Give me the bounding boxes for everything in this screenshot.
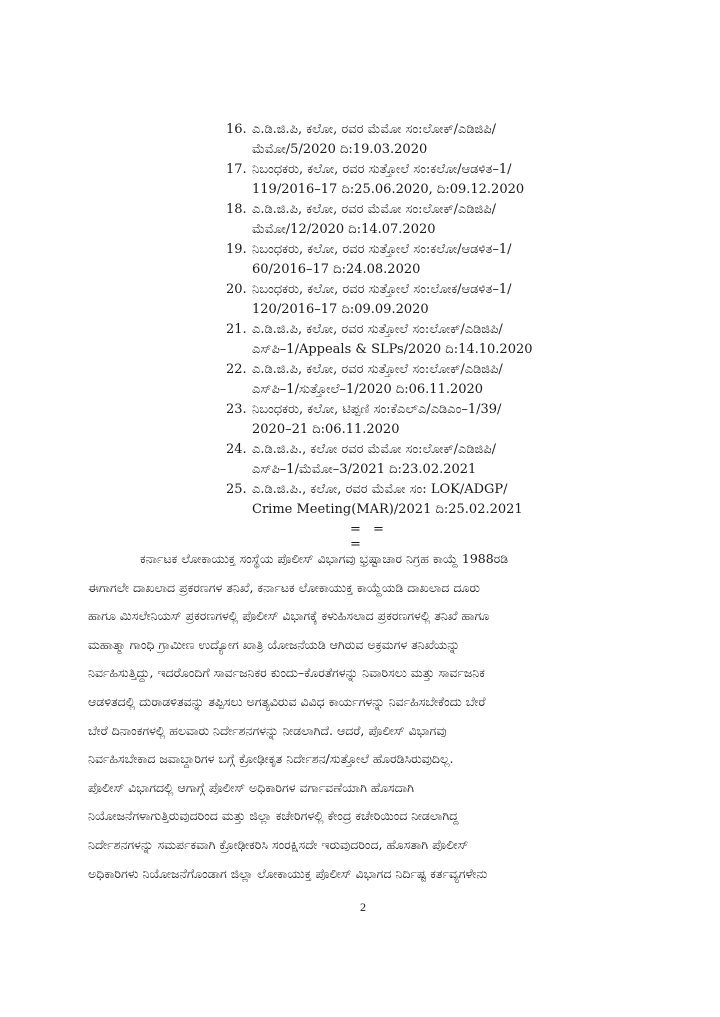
reference-line: ಎ.ಡಿ.ಜಿ.ಪಿ., ಕಲೋ ರವರ ಮೆಮೋ ಸಂ:ಲೋಕ್/ಎಡಿಜಿಪಿ/: [252, 442, 496, 457]
paragraph-line: ಈಗಾಗಲೇ ದಾಖಲಾದ ಪ್ರಕರಣಗಳ ತನಿಖೆ, ಕರ್ನಾಟಕ ಲೋಕಾಯುಕ್ತ ಕಾಯ್ದೆಯಡಿ ದಾಖಲಾದ ದೂರು: [88, 579, 480, 595]
reference-line: ಎಸ್‌ಪಿ–1/ಸುತ್ತೋಲೆ–1/2020 ದಿ:06.11.2020: [252, 382, 484, 397]
reference-line: 120/2016–17 ದಿ:09.09.2020: [252, 302, 429, 317]
reference-line: ಮೆಮೋ/5/2020 ದಿ:19.03.2020: [252, 142, 428, 157]
paragraph-line: ಪೊಲೀಸ್ ವಿಭಾಗದಲ್ಲಿ ಆಗಾಗ್ಗೆ ಪೊಲೀಸ್ ಅಧಿಕಾರಿಗಳ ವರ್ಗಾವಣೆಯಾಗಿ ಹೊಸದಾಗಿ: [88, 779, 415, 795]
reference-item: [226, 200, 666, 240]
paragraph-line: ನಿರ್ವಹಿಸಬೇಕಾದ ಜವಾಬ್ದಾರಿಗಳ ಬಗ್ಗೆ ಕ್ರೋಢೀಕೃತ ನಿರ್ದೇಶನ/ಸುತ್ತೋಲೆ ಹೊರಡಿಸಿರುವುದಿಲ್ಲ.: [88, 751, 454, 767]
reference-line: ನಿಬಂಧಕರು, ಕಲೋ, ರವರ ಸುತ್ತೋಲೆ ಸಂ:ಲೋಕ/ಆಡಳಿತ–1/: [252, 282, 512, 297]
reference-line: Crime Meeting(MAR)/2021 ದಿ:25.02.2021: [252, 502, 523, 517]
reference-line: ಎ.ಡಿ.ಜಿ.ಪಿ., ಕಲೋ, ರವರ ಮೆಮೋ ಸಂ: LOK/ADGP/: [252, 482, 508, 497]
reference-line: 119/2016–17 ದಿ:25.06.2020, ದಿ:09.12.2020: [252, 182, 525, 197]
reference-number: 22.: [226, 362, 247, 377]
reference-item: [226, 480, 666, 520]
paragraph-line: ಹಾಗೂ ಮಿಸಲೇನಿಯಸ್ ಪ್ರಕರಣಗಳಲ್ಲಿ ಪೊಲೀಸ್ ವಿಭಾಗಕ್ಕೆ ಕಳುಹಿಸಲಾದ ಪ್ರಕರಣಗಳಲ್ಲಿ ತನಿಖೆ ಹಾಗೂ: [88, 608, 490, 624]
page-number: 2: [360, 900, 366, 914]
reference-line: 2020–21 ದಿ:06.11.2020: [252, 422, 400, 437]
reference-line: ಎಸ್‌ಪಿ–1/ಮೆಮೋ–3/2021 ದಿ:23.02.2021: [252, 462, 477, 477]
reference-item: [226, 360, 666, 400]
reference-number: 23.: [226, 402, 247, 417]
reference-number: 16.: [226, 122, 247, 137]
reference-number: 21.: [226, 322, 247, 337]
reference-line: ಎಸ್‌ಪಿ–1/Appeals & SLPs/2020 ದಿ:14.10.2020: [252, 342, 533, 357]
reference-item: [226, 400, 666, 440]
reference-line: ಮೆಮೋ/12/2020 ದಿ:14.07.2020: [252, 222, 436, 237]
paragraph-line: ನಿರ್ವಹಿಸುತ್ತಿದ್ದು, ಇದರೊಂದಿಗೆ ಸಾರ್ವಜನಿಕರ ಕುಂದು–ಕೊರತೆಗಳನ್ನು ನಿವಾರಿಸಲು ಮತ್ತು ಸಾರ್ವಜನಿಕ: [88, 665, 485, 681]
body-paragraph: [88, 545, 664, 888]
reference-number: 18.: [226, 202, 247, 217]
reference-line: ಎ.ಡಿ.ಜಿ.ಪಿ, ಕಲೋ, ರವರ ಸುತ್ತೋಲೆ ಸಂ:ಲೋಕ್/ಎಡಿಜಿಪಿ/: [252, 322, 503, 337]
reference-item: [226, 320, 666, 360]
reference-number: 19.: [226, 242, 247, 257]
reference-item: [226, 160, 666, 200]
reference-number: 25.: [226, 482, 247, 497]
paragraph-line: ಮಹಾತ್ಮಾ ಗಾಂಧಿ ಗ್ರಾಮೀಣ ಉದ್ಯೋಗ ಖಾತ್ರಿ ಯೋಜನೆಯಡಿ ಆಗಿರುವ ಅಕ್ರಮಗಳ ತನಿಖೆಯನ್ನು: [88, 636, 460, 652]
section-separator: = = =: [350, 522, 388, 552]
reference-line: ನಿಬಂಧಕರು, ಕಲೋ, ಟಿಪ್ಪಣಿ ಸಂ:ಕೆಎಲ್‌ಎ/ಎಡಿಎಂ–1/39/: [252, 402, 502, 417]
paragraph-line: ನಿಯೋಜನೆಗಳಾಗುತ್ತಿರುವುದರಿಂದ ಮತ್ತು ಜಿಲ್ಲಾ ಕಚೇರಿಗಳಲ್ಲಿ ಕೇಂದ್ರ ಕಚೇರಿಯಿಂದ ನೀಡಲಾಗಿದ್ದ: [88, 808, 459, 824]
paragraph-line: ಕರ್ನಾಟಕ ಲೋಕಾಯುಕ್ತ ಸಂಸ್ಥೆಯ ಪೊಲೀಸ್ ವಿಭಾಗವು ಭ್ರಷ್ಟಾಚಾರ ನಿಗ್ರಹ ಕಾಯ್ದೆ 1988ರಡಿ: [140, 551, 509, 566]
reference-line: ನಿಬಂಧಕರು, ಕಲೋ, ರವರ ಸುತ್ತೋಲೆ ಸಂ:ಕಲೋ/ಆಡಳಿತ–1/: [252, 242, 512, 257]
reference-number: 24.: [226, 442, 247, 457]
reference-item: [226, 120, 666, 160]
reference-line: ಎ.ಡಿ.ಜಿ.ಪಿ, ಕಲೋ, ರವರ ಮೆಮೋ ಸಂ:ಲೋಕ್/ಎಡಿಜಿಪಿ/: [252, 122, 496, 137]
paragraph-line: ನಿರ್ದೇಶನಗಳನ್ನು ಸಮರ್ಪಕವಾಗಿ ಕ್ರೋಢೀಕರಿಸಿ ಸಂರಕ್ಷಿಸದೇ ಇರುವುದರಿಂದ, ಹೊಸತಾಗಿ ಪೊಲೀಸ್: [88, 836, 469, 852]
reference-line: ಎ.ಡಿ.ಜಿ.ಪಿ, ಕಲೋ, ರವರ ಮೆಮೋ ಸಂ:ಲೋಕ್/ಎಡಿಜಿಪಿ/: [252, 202, 496, 217]
reference-line: ನಿಬಂಧಕರು, ಕಲೋ, ರವರ ಸುತ್ತೋಲೆ ಸಂ:ಕಲೋ/ಆಡಳಿತ–1/: [252, 162, 512, 177]
paragraph-line: ಆಡಳಿತದಲ್ಲಿ ದುರಾಡಳಿತವನ್ನು ತಪ್ಪಿಸಲು ಅಗತ್ಯವಿರುವ ವಿವಿಧ ಕಾರ್ಯಗಳನ್ನು ನಿರ್ವಹಿಸಬೇಕೆಂದು ಬೇರೆ: [88, 693, 486, 709]
reference-number: 20.: [226, 282, 247, 297]
reference-list: [226, 120, 666, 520]
reference-line: 60/2016–17 ದಿ:24.08.2020: [252, 262, 421, 277]
reference-item: [226, 240, 666, 280]
reference-item: [226, 280, 666, 320]
reference-item: [226, 440, 666, 480]
reference-line: ಎ.ಡಿ.ಜಿ.ಪಿ, ಕಲೋ, ರವರ ಸುತ್ತೋಲೆ ಸಂ:ಲೋಕ್/ಎಡಿಜಿಪಿ/: [252, 362, 503, 377]
paragraph-line: ಅಧಿಕಾರಿಗಳು ನಿಯೋಜನೆಗೊಂಡಾಗ ಜಿಲ್ಲಾ ಲೋಕಾಯುಕ್ತ ಪೊಲೀಸ್ ವಿಭಾಗದ ನಿರ್ದಿಷ್ಟ ಕರ್ತವ್ಯಗಳೇನು: [88, 865, 488, 881]
reference-number: 17.: [226, 162, 247, 177]
paragraph-line: ಬೇರೆ ದಿನಾಂಕಗಳಲ್ಲಿ ಹಲವಾರು ನಿರ್ದೇಶನಗಳನ್ನು ನೀಡಲಾಗಿದೆ. ಆದರೆ, ಪೊಲೀಸ್ ವಿಭಾಗವು: [88, 722, 447, 738]
